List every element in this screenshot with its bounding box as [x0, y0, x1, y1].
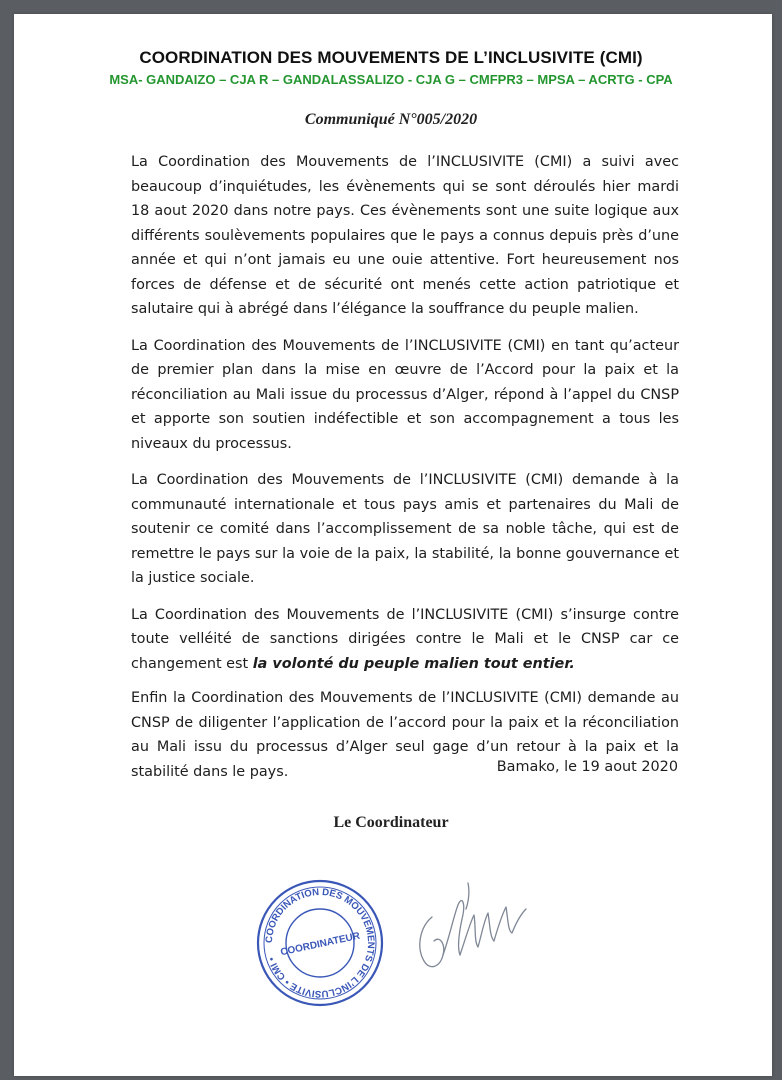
paragraph — [131, 603, 679, 677]
organization-title: COORDINATION DES MOUVEMENTS DE L’INCLUSIVITE (CMI) — [139, 48, 643, 67]
paragraph-text: La Coordination des Mouvements de l’INCLUSIVITE (CMI) s’insurge contre toute velléité de sanctions dirigées contre le Mali et le CNSP car ce changement est — [131, 606, 679, 672]
signature-graphic — [410, 875, 535, 985]
signature-stroke — [494, 907, 526, 941]
communique-body — [131, 150, 679, 796]
stamp-center-text: COORDINATEUR — [279, 930, 362, 959]
signature-stroke — [443, 901, 464, 955]
signature-stroke — [420, 917, 444, 967]
signature-stroke — [460, 913, 494, 955]
paragraph: La Coordination des Mouvements de l’INCLUSIVITE (CMI) en tant qu’acteur de premier plan dans la mise en œuvre de l’Accord pour la paix et la réconciliation au Mali issue du processus d’Alger, répond à l’appel du CNSP et apporte son soutien indéfectible et son accompagnement a tous les niveaux du processus. — [131, 337, 679, 452]
signature-stroke — [466, 883, 469, 909]
stamp-graphic — [255, 878, 385, 1008]
signatory-title: Le Coordinateur — [333, 814, 449, 831]
signature — [410, 875, 535, 985]
stamp-ring-text: COORDINATION DES MOUVEMENTS DE L’INCLUSIVITE • CMI • — [263, 886, 377, 1000]
paragraph: Enfin la Coordination des Mouvements de l’INCLUSIVITE (CMI) demande au CNSP de diligenter l’application de l’accord pour la paix et la réconciliation au Mali issu du processus d’Alger seul gage d’un retour à la paix et la stabilité dans le pays. — [131, 690, 679, 780]
paragraph: La Coordination des Mouvements de l’INCLUSIVITE (CMI) a suivi avec beaucoup d’inquiétudes, les évènements qui se sont déroulés hier mardi 18 aout 2020 dans notre pays. Ces évènements sont une suite logique aux différents soulèvements populaires que le pays a connus depuis près d’une année et qui n’ont jamais eu une ouie attentive. Fort heureusement nos forces de défense et de sécurité ont menés cette action patriotique et salutaire qui à abrégé dans l’élégance la souffrance du peuple malien. — [131, 154, 679, 317]
paragraph: La Coordination des Mouvements de l’INCLUSIVITE (CMI) demande à la communauté internationale et tous pays amis et partenaires du Mali de soutenir ce comité dans l’accomplissement de sa noble tâche, qui est de remettre le pays sur la voie de la paix, la stabilité, la bonne gouvernance et la justice sociale. — [131, 472, 679, 586]
member-groups: MSA- GANDAIZO – CJA R – GANDALASSALIZO - CJA G – CMFPR3 – MPSA – ACRTG - CPA — [109, 72, 673, 87]
emphasized-text: la volonté du peuple malien tout entier. — [252, 655, 575, 672]
communique-number: Communiqué N°005/2020 — [304, 111, 478, 128]
place-date: Bamako, le 19 aout 2020 — [496, 759, 678, 775]
official-stamp — [255, 878, 385, 1008]
